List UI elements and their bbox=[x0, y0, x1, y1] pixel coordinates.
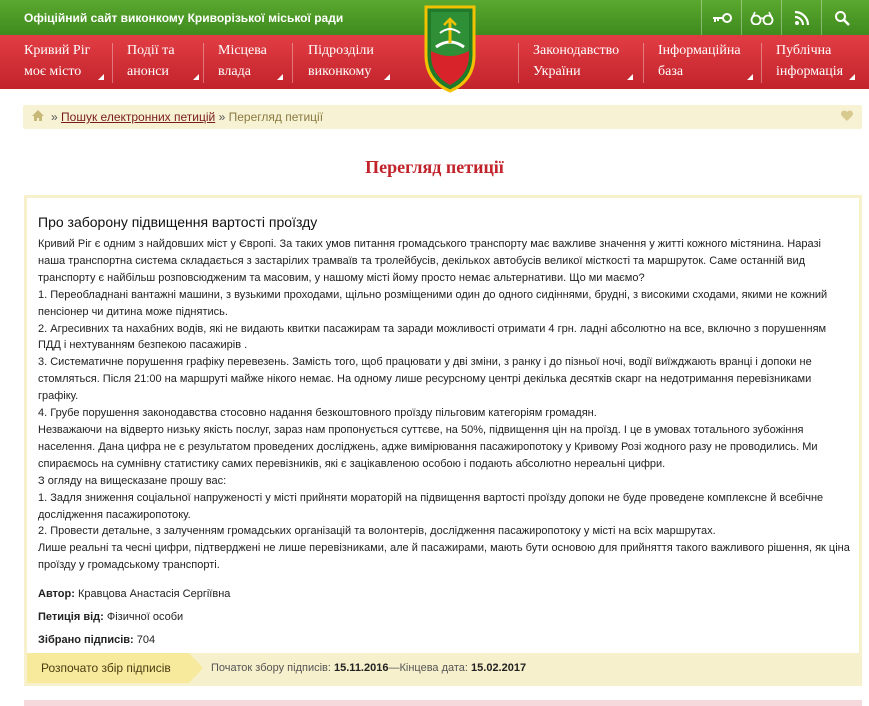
petition-title: Про заборону підвищення вартості проїзду bbox=[38, 214, 318, 230]
nav-item-city[interactable] bbox=[24, 40, 90, 84]
caret-icon bbox=[193, 74, 199, 80]
breadcrumb-link-petition-search[interactable]: Пошук електронних петицій bbox=[61, 110, 216, 124]
bottom-strip bbox=[24, 700, 862, 706]
search-icon[interactable] bbox=[821, 0, 861, 35]
end-date: 15.02.2017 bbox=[471, 662, 527, 674]
nav-item-label: Підрозділи bbox=[308, 43, 374, 58]
nav-item-label: інформація bbox=[776, 64, 844, 79]
caret-icon bbox=[747, 74, 753, 80]
signatures-label: Зібрано підписів: bbox=[38, 634, 134, 646]
petition-dates bbox=[211, 662, 526, 674]
nav-item-public-info[interactable] bbox=[776, 40, 843, 84]
petition-paragraph: Лише реальні та чесні цифри, підтверджені не лише перевізниками, але й пасажирами, мають бути основою для прийняття такого важливого рішення, як ціна проїзду у громадському транспорті. bbox=[38, 542, 850, 572]
caret-icon bbox=[277, 74, 283, 80]
nav-item-label: Події та bbox=[127, 43, 175, 58]
nav-item-label: Законодавство bbox=[533, 43, 620, 58]
petition-paragraph: Незважаючи на відверто низьку якість послуг, зараз нам пропонується суттєве, на 50%, підвищення цін на проїзд. І це в умовах тотального зубожіння населення. Дана цифра не є результатом проведених досліджень, адже вимірювання пасажиропотоку у Кривому Розі жодного разу не проводились. Ми спираємось на сумнівну статистику самих перевізників, які є зацікавленою особою і подають абсолютно нереальні цифри. bbox=[38, 423, 818, 470]
nav-item-government[interactable] bbox=[218, 40, 267, 84]
top-icons bbox=[701, 0, 861, 35]
petition-paragraph: 1. Задля зниження соціальної напруженості у місті прийняти мораторій на підвищення вартості проїзду допоки не буде проведене комплексне й всебічне дослідження пасажиропотоку. bbox=[38, 491, 824, 521]
caret-icon bbox=[849, 74, 855, 80]
from-label: Петиція від: bbox=[38, 611, 104, 623]
petition-paragraph: 4. Грубе порушення законодавства стосовно надання безкоштовного проїзду пільговим категоріям громадян. bbox=[38, 407, 597, 420]
author-label: Автор: bbox=[38, 588, 75, 600]
nav-item-label: Місцева bbox=[218, 43, 267, 58]
start-label: Початок збору підписів: bbox=[211, 662, 331, 674]
city-emblem[interactable] bbox=[422, 3, 478, 93]
nav-item-label: база bbox=[658, 64, 684, 79]
rss-icon[interactable] bbox=[781, 0, 821, 35]
nav-item-label: Публічна bbox=[776, 43, 832, 58]
petition-card bbox=[24, 195, 862, 686]
petition-from bbox=[38, 611, 183, 623]
date-dash: — bbox=[388, 662, 400, 674]
key-icon[interactable] bbox=[701, 0, 741, 35]
nav-item-label: анонси bbox=[127, 64, 169, 79]
nav-item-label: виконкому bbox=[308, 64, 372, 79]
page-title: Перегляд петиції bbox=[365, 157, 504, 177]
petition-signatures bbox=[38, 634, 155, 646]
nav-item-events[interactable] bbox=[127, 40, 175, 84]
petition-paragraph: 1. Переобладнані вантажні машини, з вузькими проходами, щільно розміщеними один до одного сидіннями, брудні, з високими сходами, якими не кожний пенсіонер чи дитина може піднятись. bbox=[38, 288, 828, 318]
nav-item-info-base[interactable] bbox=[658, 40, 741, 84]
nav-divider bbox=[203, 43, 204, 83]
caret-icon bbox=[384, 74, 390, 80]
breadcrumb-separator: » bbox=[218, 110, 226, 124]
signatures-value: 704 bbox=[136, 634, 156, 646]
glasses-icon[interactable] bbox=[741, 0, 781, 35]
petition-paragraph: Кривий Ріг є одним з найдовших міст у Європі. За таких умов питання громадського транспорту має важливе значення у житті кожного містянина. Наразі наша транспортна система складається з застарілих трамваїв та тролейбусів, декількох автобусів великої місткості та маршруток. Саме останній вид транспорту є найбільш розповсюдженим та масовим, у нашому місті йому просто немає альтернативи. Що ми маємо? bbox=[38, 238, 821, 284]
heart-icon[interactable] bbox=[840, 110, 854, 125]
petition-body bbox=[38, 236, 850, 574]
nav-item-label: Кривий Ріг bbox=[24, 43, 91, 58]
caret-icon bbox=[627, 74, 633, 80]
petition-paragraph: 2. Агресивних та нахабних водів, які не видають квитки пасажирам та заради можливості отримати 4 грн. ладні абсолютно на все, включно з порушенням ПДД і нехтуванням безпекою пасажирів . bbox=[38, 322, 827, 352]
nav-item-label: України bbox=[533, 64, 581, 79]
breadcrumb bbox=[23, 105, 862, 129]
nav-item-label: влада bbox=[218, 64, 251, 79]
start-date: 15.11.2016 bbox=[334, 662, 389, 674]
nav-item-departments[interactable] bbox=[308, 40, 374, 84]
caret-icon bbox=[98, 74, 104, 80]
nav-item-legislation[interactable] bbox=[533, 40, 619, 84]
author-value: Кравцова Анастасія Сергіївна bbox=[77, 588, 231, 600]
petition-paragraph: З огляду на вищесказане прошу вас: bbox=[38, 474, 227, 487]
petition-author bbox=[38, 588, 230, 600]
end-label: Кінцева дата: bbox=[399, 662, 468, 674]
site-title[interactable]: Офіційний сайт виконкому Криворізької міської ради bbox=[24, 11, 344, 25]
petition-paragraph: 2. Провести детальне, з залученням громадських організацій та волонтерів, дослідження пасажиропотоку у місті на всіх маршрутах. bbox=[38, 525, 716, 538]
nav-divider bbox=[292, 43, 293, 83]
breadcrumb-separator: » bbox=[51, 110, 58, 124]
nav-item-label: Інформаційна bbox=[658, 43, 741, 58]
nav-divider bbox=[518, 43, 519, 83]
nav-divider bbox=[761, 43, 762, 83]
petition-paragraph: 3. Систематичне порушення графіку перевезень. Замість того, щоб працювати у дві зміни, з ранку і до пізньої ночі, водії виїжджають вранці і допоки не стомляться. Після 21:00 на маршруті майже нікого немає. На одному лише ресурсному центрі декілька десятків скарг на недотримання перевізниками графіку. bbox=[38, 356, 812, 403]
home-icon[interactable] bbox=[31, 109, 45, 125]
petition-footer bbox=[27, 653, 859, 683]
nav-item-label: моє місто bbox=[24, 64, 82, 79]
breadcrumb-current: Перегляд петиції bbox=[228, 110, 324, 124]
nav-divider bbox=[643, 43, 644, 83]
nav-divider bbox=[112, 43, 113, 83]
from-value: Фізичної особи bbox=[106, 611, 184, 623]
status-badge[interactable]: Розпочато збір підписів bbox=[27, 653, 189, 683]
